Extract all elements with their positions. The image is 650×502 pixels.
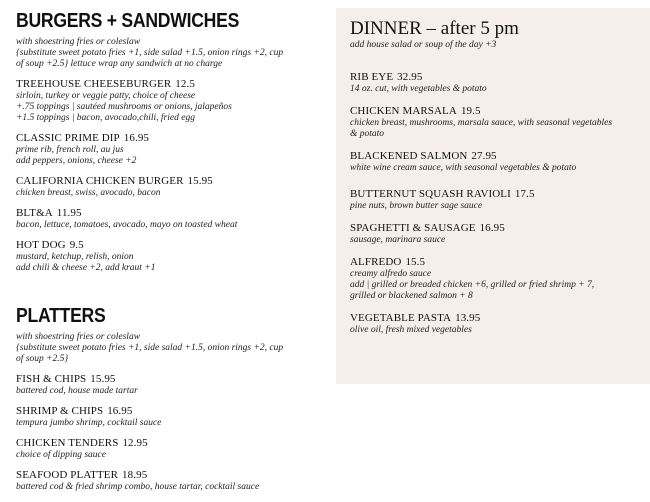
- item-price: 15.95: [90, 373, 116, 385]
- burgers-notes: [16, 37, 328, 70]
- menu-item: [16, 132, 328, 167]
- item-desc: olive oil, fresh mixed vegetables: [350, 325, 472, 335]
- item-desc: add peppers, onions, cheese +2: [16, 156, 137, 166]
- menu-item: [16, 405, 328, 429]
- item-name: SEAFOOD PLATTER: [16, 469, 119, 481]
- item-desc: & potato: [350, 129, 385, 139]
- menu-item: [16, 207, 328, 231]
- item-desc: battered cod & fried shrimp combo, house tartar, cocktail sauce: [16, 482, 260, 492]
- dinner-title: DINNER –: [350, 18, 437, 39]
- note-line: {substitute sweet potato fries +1, side salad +1.5, onion rings +2, cup: [16, 48, 284, 58]
- item-price: 18.95: [122, 469, 148, 481]
- item-desc: bacon, lettuce, tomatoes, avocado, mayo on toasted wheat: [16, 220, 238, 230]
- menu-item: [16, 78, 328, 124]
- item-price: 27.95: [471, 150, 497, 162]
- item-desc: add chili & cheese +2, add kraut +1: [16, 263, 156, 273]
- item-name: CLASSIC PRIME DIP: [16, 132, 120, 144]
- burgers-heading: BURGERS + SANDWICHES: [16, 10, 240, 32]
- menu-item: [16, 239, 328, 274]
- menu-item: [350, 222, 642, 246]
- item-name: BLACKENED SALMON: [350, 150, 468, 162]
- menu-item: [16, 469, 328, 493]
- item-desc: sirloin, turkey or veggie patty, choice of cheese: [16, 91, 196, 101]
- item-desc: battered cod, house made tartar: [16, 386, 138, 396]
- item-name: RIB EYE: [350, 71, 394, 83]
- note-line: {substitute sweet potato fries +1, side salad +1.5, onion rings +2, cup: [16, 343, 284, 353]
- item-price: 19.5: [460, 105, 481, 117]
- item-price: 16.95: [479, 222, 505, 234]
- item-desc: chicken breast, swiss, avocado, bacon: [16, 188, 161, 198]
- platters-notes: [16, 332, 328, 365]
- item-price: 17.5: [514, 188, 535, 200]
- note-line: of soup +2.5} lettuce wrap any sandwich at no charge: [16, 59, 223, 69]
- note-line: with shoestring fries or coleslaw: [16, 332, 141, 342]
- item-price: 12.95: [122, 437, 148, 449]
- item-price: 15.95: [187, 175, 213, 187]
- burgers-section: [16, 9, 328, 274]
- note-line: with shoestring fries or coleslaw: [16, 37, 141, 47]
- item-name: TREEHOUSE CHEESEBURGER: [16, 78, 172, 90]
- item-desc: add | grilled or breaded chicken +6, grilled or fried shrimp + 7,: [350, 280, 595, 290]
- item-name: CHICKEN TENDERS: [16, 437, 119, 449]
- menu-item: [350, 188, 642, 212]
- menu-item: [350, 105, 642, 140]
- menu-item: [350, 256, 642, 302]
- menu-item: [350, 71, 642, 95]
- menu-item: [350, 312, 642, 336]
- item-desc: grilled or blackened salmon + 8: [350, 291, 473, 301]
- item-desc: white wine cream sauce, with seasonal vegetables & potato: [350, 163, 577, 173]
- item-name: CHICKEN MARSALA: [350, 105, 457, 117]
- left-column: [16, 9, 328, 493]
- item-price: 32.95: [397, 71, 423, 83]
- dinner-note: add house salad or soup of the day +3: [350, 40, 497, 50]
- item-desc: chicken breast, mushrooms, marsala sauce, with seasonal vegetables: [350, 118, 613, 128]
- item-name: SHRIMP & CHIPS: [16, 405, 104, 417]
- item-price: 12.5: [175, 78, 195, 90]
- item-price: 15.5: [405, 256, 426, 268]
- item-price: 11.95: [56, 207, 82, 219]
- item-price: 16.95: [107, 405, 133, 417]
- item-name: SPAGHETTI & SAUSAGE: [350, 222, 476, 234]
- note-line: of soup +2.5}: [16, 354, 69, 364]
- platters-section: [16, 304, 328, 493]
- item-desc: pine nuts, brown butter sage sauce: [350, 201, 483, 211]
- item-desc: mustard, ketchup, relish, onion: [16, 252, 134, 262]
- item-desc: tempura jumbo shrimp, cocktail sauce: [16, 418, 162, 428]
- item-price: 13.95: [455, 312, 481, 324]
- menu-item: [350, 150, 642, 174]
- item-desc: sausage, marinara sauce: [350, 235, 446, 245]
- menu-item: [16, 437, 328, 461]
- item-price: 16.95: [123, 132, 150, 144]
- platters-heading: PLATTERS: [16, 305, 106, 327]
- dinner-subtitle: after 5 pm: [440, 18, 519, 39]
- dinner-section: [350, 18, 642, 336]
- item-name: HOT DOG: [16, 239, 66, 251]
- item-name: CALIFORNIA CHICKEN BURGER: [16, 175, 184, 187]
- item-desc: 14 oz. cut, with vegetables & potato: [350, 84, 487, 94]
- item-desc: creamy alfredo sauce: [350, 269, 432, 279]
- item-price: 9.5: [69, 239, 84, 251]
- menu-item: [16, 373, 328, 397]
- item-name: FISH & CHIPS: [16, 373, 87, 385]
- item-name: ALFREDO: [350, 256, 402, 268]
- item-desc: choice of dipping sauce: [16, 450, 106, 460]
- dinner-panel: [336, 8, 650, 384]
- item-desc: prime rib, french roll, au jus: [16, 145, 124, 155]
- item-name: VEGETABLE PASTA: [350, 312, 452, 324]
- item-name: BUTTERNUT SQUASH RAVIOLI: [350, 188, 511, 200]
- item-name: BLT&A: [16, 207, 53, 219]
- menu-item: [16, 175, 328, 199]
- dinner-heading: [350, 18, 642, 40]
- item-desc: +1.5 toppings | bacon, avocado,chili, fried egg: [16, 113, 195, 123]
- item-desc: +.75 toppings | sautéed mushrooms or onions, jalapeños: [16, 102, 232, 112]
